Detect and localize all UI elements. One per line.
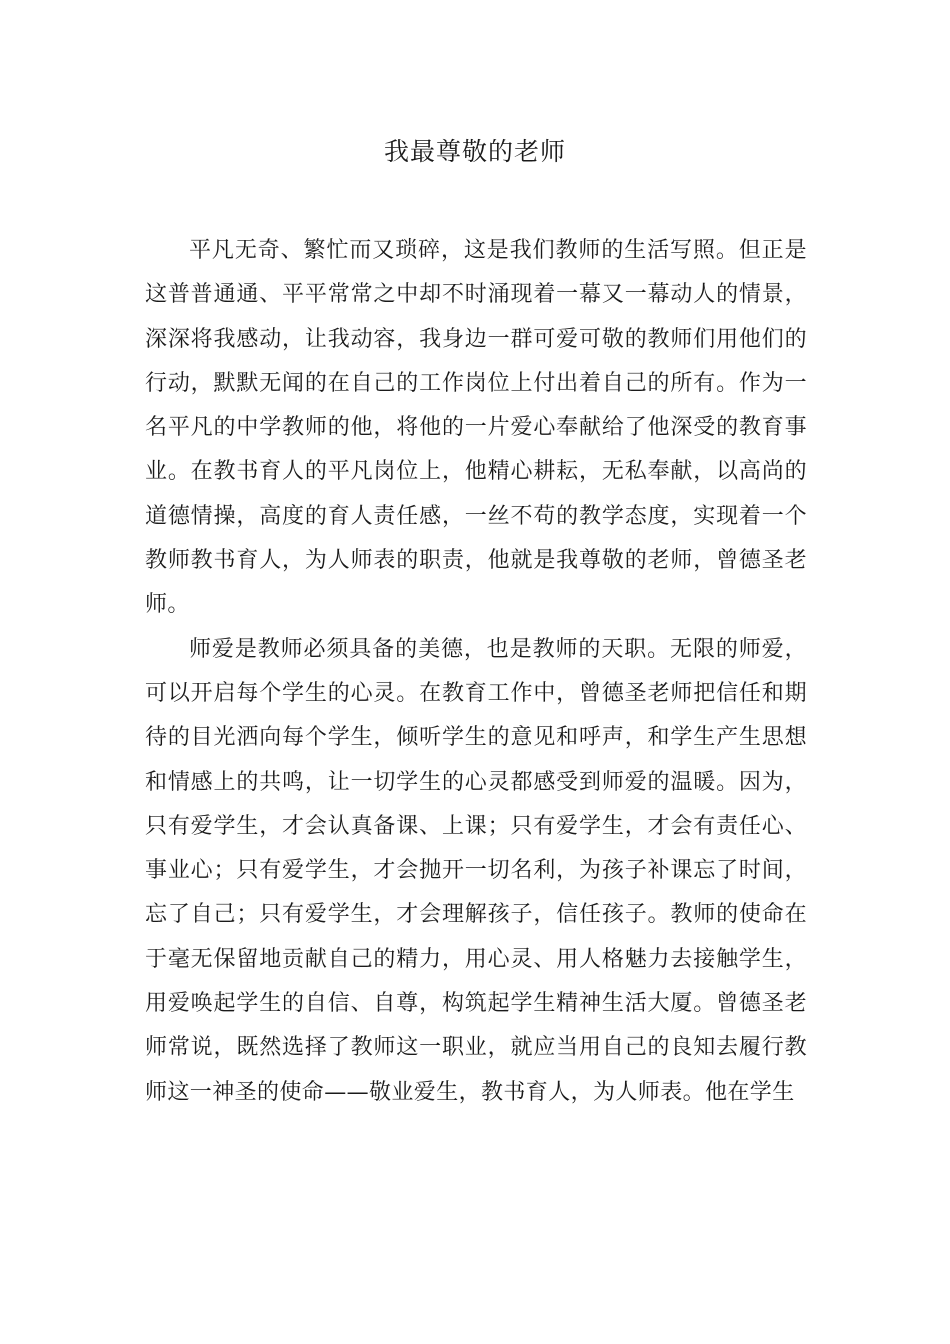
paragraph-2: 师爱是教师必须具备的美德，也是教师的天职。无限的师爱，可以开启每个学生的心灵。在教育工作中，曾德圣老师把信任和期待的目光洒向每个学生，倾听学生的意见和呼声，和学生产生思想和情感上的共鸣，让一切学生的心灵都感受到师爱的温暖。因为，只有爱学生，才会认真备课、上课；只有爱学生，才会有责任心、事业心；只有爱学生，才会抛开一切名利，为孩子补课忘了时间，忘了自己；只有爱学生，才会理解孩子，信任孩子。教师的使命在于毫无保留地贡献自己的精力，用心灵、用人格魅力去接触学生，用爱唤起学生的自信、自尊，构筑起学生精神生活大厦。曾德圣老师常说，既然选择了教师这一职业，就应当用自己的良知去履行教师这一神圣的使命——敬业爱生，教书育人，为人师表。他在学生: [145, 636, 807, 1105]
document-body: [145, 229, 807, 1115]
paragraph-1: 平凡无奇、繁忙而又琐碎，这是我们教师的生活写照。但正是这普普通通、平平常常之中却不时涌现着一幕又一幕动人的情景，深深将我感动，让我动容，我身边一群可爱可敬的教师们用他们的行动，默默无闻的在自己的工作岗位上付出着自己的所有。作为一名平凡的中学教师的他，将他的一片爱心奉献给了他深受的教育事业。在教书育人的平凡岗位上，他精心耕耘，无私奉献，以高尚的道德情操，高度的育人责任感，一丝不苟的教学态度，实现着一个教师教书育人，为人师表的职责，他就是我尊敬的老师，曾德圣老师。: [145, 238, 807, 618]
document-title: 我最尊敬的老师: [383, 137, 566, 166]
